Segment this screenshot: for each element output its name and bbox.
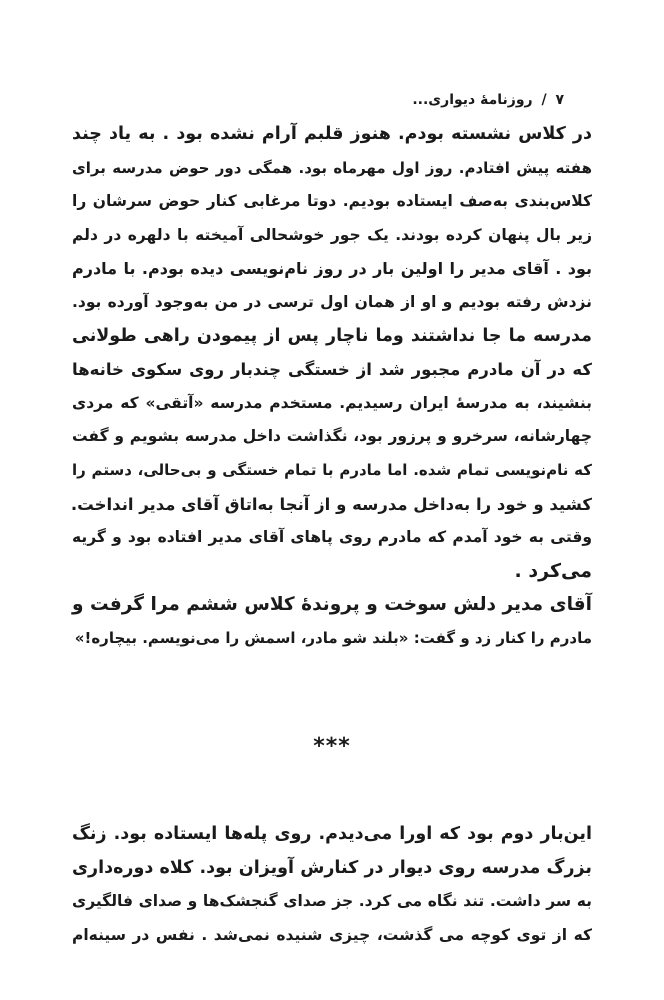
page-number: ۷ <box>555 92 564 108</box>
header-separator: / <box>541 92 547 108</box>
text-line: که از توی کوچه می گذشت، چیزی شنیده نمی‌شد . نفس در سینه‌ام <box>72 925 592 944</box>
text-line: به سر داشت. تند نگاه می کرد. جز صدای گنجشک‌ها و صدای فالگیری <box>72 892 592 911</box>
text-line: می‌کرد . <box>514 559 592 582</box>
text-line: کشید و خود را به‌داخل مدرسه و از آنجا به‌اتاق آقای مدیر انداخت. <box>70 494 592 514</box>
text-line: مدرسه ما جا نداشتند وما ناچار پس از پیمودن راهی طولانی <box>72 325 592 346</box>
text-line: بود . آقای مدیر را اولین بار در روز نام‌نویسی دیده بودم. با مادرم <box>72 259 592 279</box>
text-line: کلاس‌بندی به‌صف ایستاده بودیم. دوتا مرغابی کنار حوض سرشان را <box>72 192 592 211</box>
body-text-section-2 <box>72 818 592 952</box>
text-line: نزدش رفته بودیم و او از همان اول ترسی در من به‌وجود آورده بود. <box>72 292 592 311</box>
text-line: در کلاس نشسته بودم. هنوز قلبم آرام نشده بود . به یاد چند <box>72 124 592 144</box>
text-line: بزرگ مدرسه روی دیوار در کنارش آویزان بود. کلاه دوره‌داری <box>72 857 592 878</box>
text-line: چهارشانه، سرخرو و پرزور بود، نگذاشت داخل مدرسه بشویم و گفت <box>72 427 592 446</box>
text-line: این‌بار دوم بود که اورا می‌دیدم. روی پله‌ها ایستاده بود. زنگ <box>72 824 592 844</box>
running-title: روزنامهٔ دیواری... <box>412 92 533 108</box>
page-header <box>412 92 564 108</box>
section-separator: *** <box>313 734 351 759</box>
body-text-section-1 <box>72 118 592 656</box>
text-line: زیر بال پنهان کرده بودند. یک جور خوشحالی آمیخته با دلهره در دلم <box>72 225 592 244</box>
text-line: که در آن مادرم مجبور شد از خستگی چندبار روی سکوی خانه‌ها <box>72 360 592 380</box>
text-line: بنشیند، به مدرسهٔ ایران رسیدیم. مستخدم مدرسه «آتقی» که مردی <box>72 393 592 412</box>
text-line: وقتی به خود آمدم که مادرم روی پاهای آقای مدیر افتاده بود و گریه <box>72 528 592 547</box>
text-line: آقای مدیر دلش سوخت و پروندهٔ کلاس ششم مرا گرفت و <box>72 594 592 616</box>
text-line: مادرم را کنار زد و گفت: «بلند شو مادر، اسمش را می‌نویسم. بیچاره!» <box>74 628 592 647</box>
text-line: که نام‌نویسی تمام شده. اما مادرم با تمام خستگی و بی‌حالی، دستم را <box>72 460 592 479</box>
text-line: هفته پیش افتادم. روز اول مهرماه بود. همگی دور حوض مدرسه برای <box>72 158 592 177</box>
